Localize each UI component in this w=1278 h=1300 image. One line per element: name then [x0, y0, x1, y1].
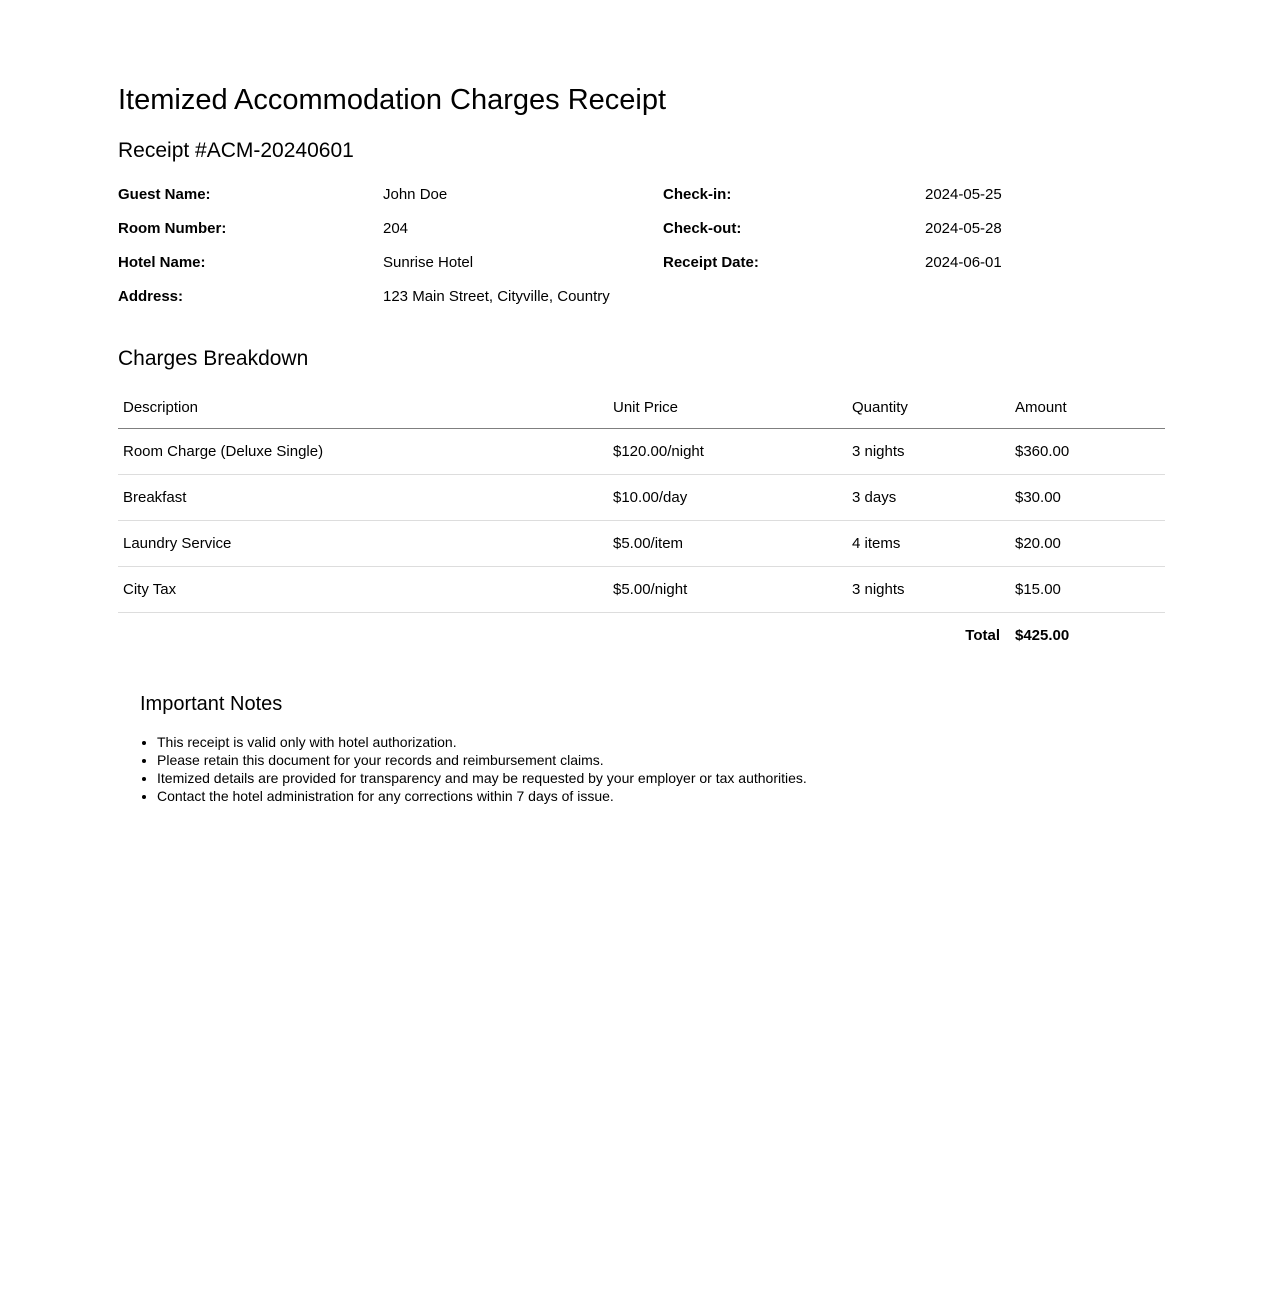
note-item: • Please retain this document for your records and reimbursement claims. — [157, 751, 1165, 769]
receipt-date-label: Receipt Date: — [663, 254, 759, 272]
checkin-value: 2024-05-25 — [925, 186, 1002, 204]
charge-amount: $20.00 — [1015, 520, 1165, 566]
receipt-date-value: 2024-06-01 — [925, 254, 1002, 272]
charge-quantity: 3 days — [852, 474, 1015, 520]
guest-info-section — [118, 178, 1165, 314]
total-amount: $425.00 — [1015, 626, 1070, 644]
guest-info-row — [118, 246, 1165, 280]
description-column-header: Description — [118, 387, 613, 429]
amount-column-header: Amount — [1015, 387, 1165, 429]
charge-quantity: 3 nights — [852, 428, 1015, 474]
checkin-label: Check-in: — [663, 186, 732, 204]
charge-unit-price: $5.00/item — [613, 520, 852, 566]
table-row — [118, 566, 1165, 612]
guest-name-value: John Doe — [383, 186, 448, 204]
guest-info-row — [118, 212, 1165, 246]
charge-description: Laundry Service — [118, 520, 613, 566]
charge-unit-price: $10.00/day — [613, 474, 852, 520]
charge-description: Room Charge (Deluxe Single) — [118, 428, 613, 474]
notes-section — [140, 692, 1165, 805]
guest-name-label: Guest Name: — [118, 186, 211, 204]
total-row — [118, 612, 1165, 658]
charge-quantity: 3 nights — [852, 566, 1015, 612]
charge-quantity: 4 items — [852, 520, 1015, 566]
notes-list — [140, 733, 1165, 805]
charge-unit-price: $5.00/night — [613, 566, 852, 612]
charge-amount: $360.00 — [1015, 428, 1165, 474]
charges-heading: Charges Breakdown — [118, 346, 309, 370]
table-header-row — [118, 387, 1165, 429]
table-row — [118, 520, 1165, 566]
charge-amount: $30.00 — [1015, 474, 1165, 520]
guest-info-row — [118, 178, 1165, 212]
receipt-content — [118, 84, 1165, 805]
charge-unit-price: $120.00/night — [613, 428, 852, 474]
receipt-number: Receipt #ACM-20240601 — [118, 139, 354, 163]
notes-heading: Important Notes — [140, 692, 283, 715]
note-item: • Itemized details are provided for transparency and may be requested by your employer or tax authorities. — [157, 769, 1165, 787]
guest-info-row — [118, 280, 1165, 314]
note-item: • Contact the hotel administration for any corrections within 7 days of issue. — [157, 787, 1165, 805]
charges-table — [118, 387, 1165, 658]
charge-amount: $15.00 — [1015, 566, 1165, 612]
hotel-name-value: Sunrise Hotel — [383, 254, 474, 272]
checkout-value: 2024-05-28 — [925, 220, 1002, 238]
table-row — [118, 428, 1165, 474]
unit-price-column-header: Unit Price — [613, 387, 852, 429]
page-title: Itemized Accommodation Charges Receipt — [118, 84, 667, 116]
address-value: 123 Main Street, Cityville, Country — [383, 288, 610, 306]
hotel-name-label: Hotel Name: — [118, 254, 206, 272]
table-row — [118, 474, 1165, 520]
address-label: Address: — [118, 288, 184, 306]
checkout-label: Check-out: — [663, 220, 742, 238]
charge-description: Breakfast — [118, 474, 613, 520]
note-item: • This receipt is valid only with hotel authorization. — [157, 733, 1165, 751]
total-label: Total — [965, 626, 1000, 644]
room-number-value: 204 — [383, 220, 409, 238]
charge-description: City Tax — [118, 566, 613, 612]
quantity-column-header: Quantity — [852, 387, 1015, 429]
room-number-label: Room Number: — [118, 220, 227, 238]
